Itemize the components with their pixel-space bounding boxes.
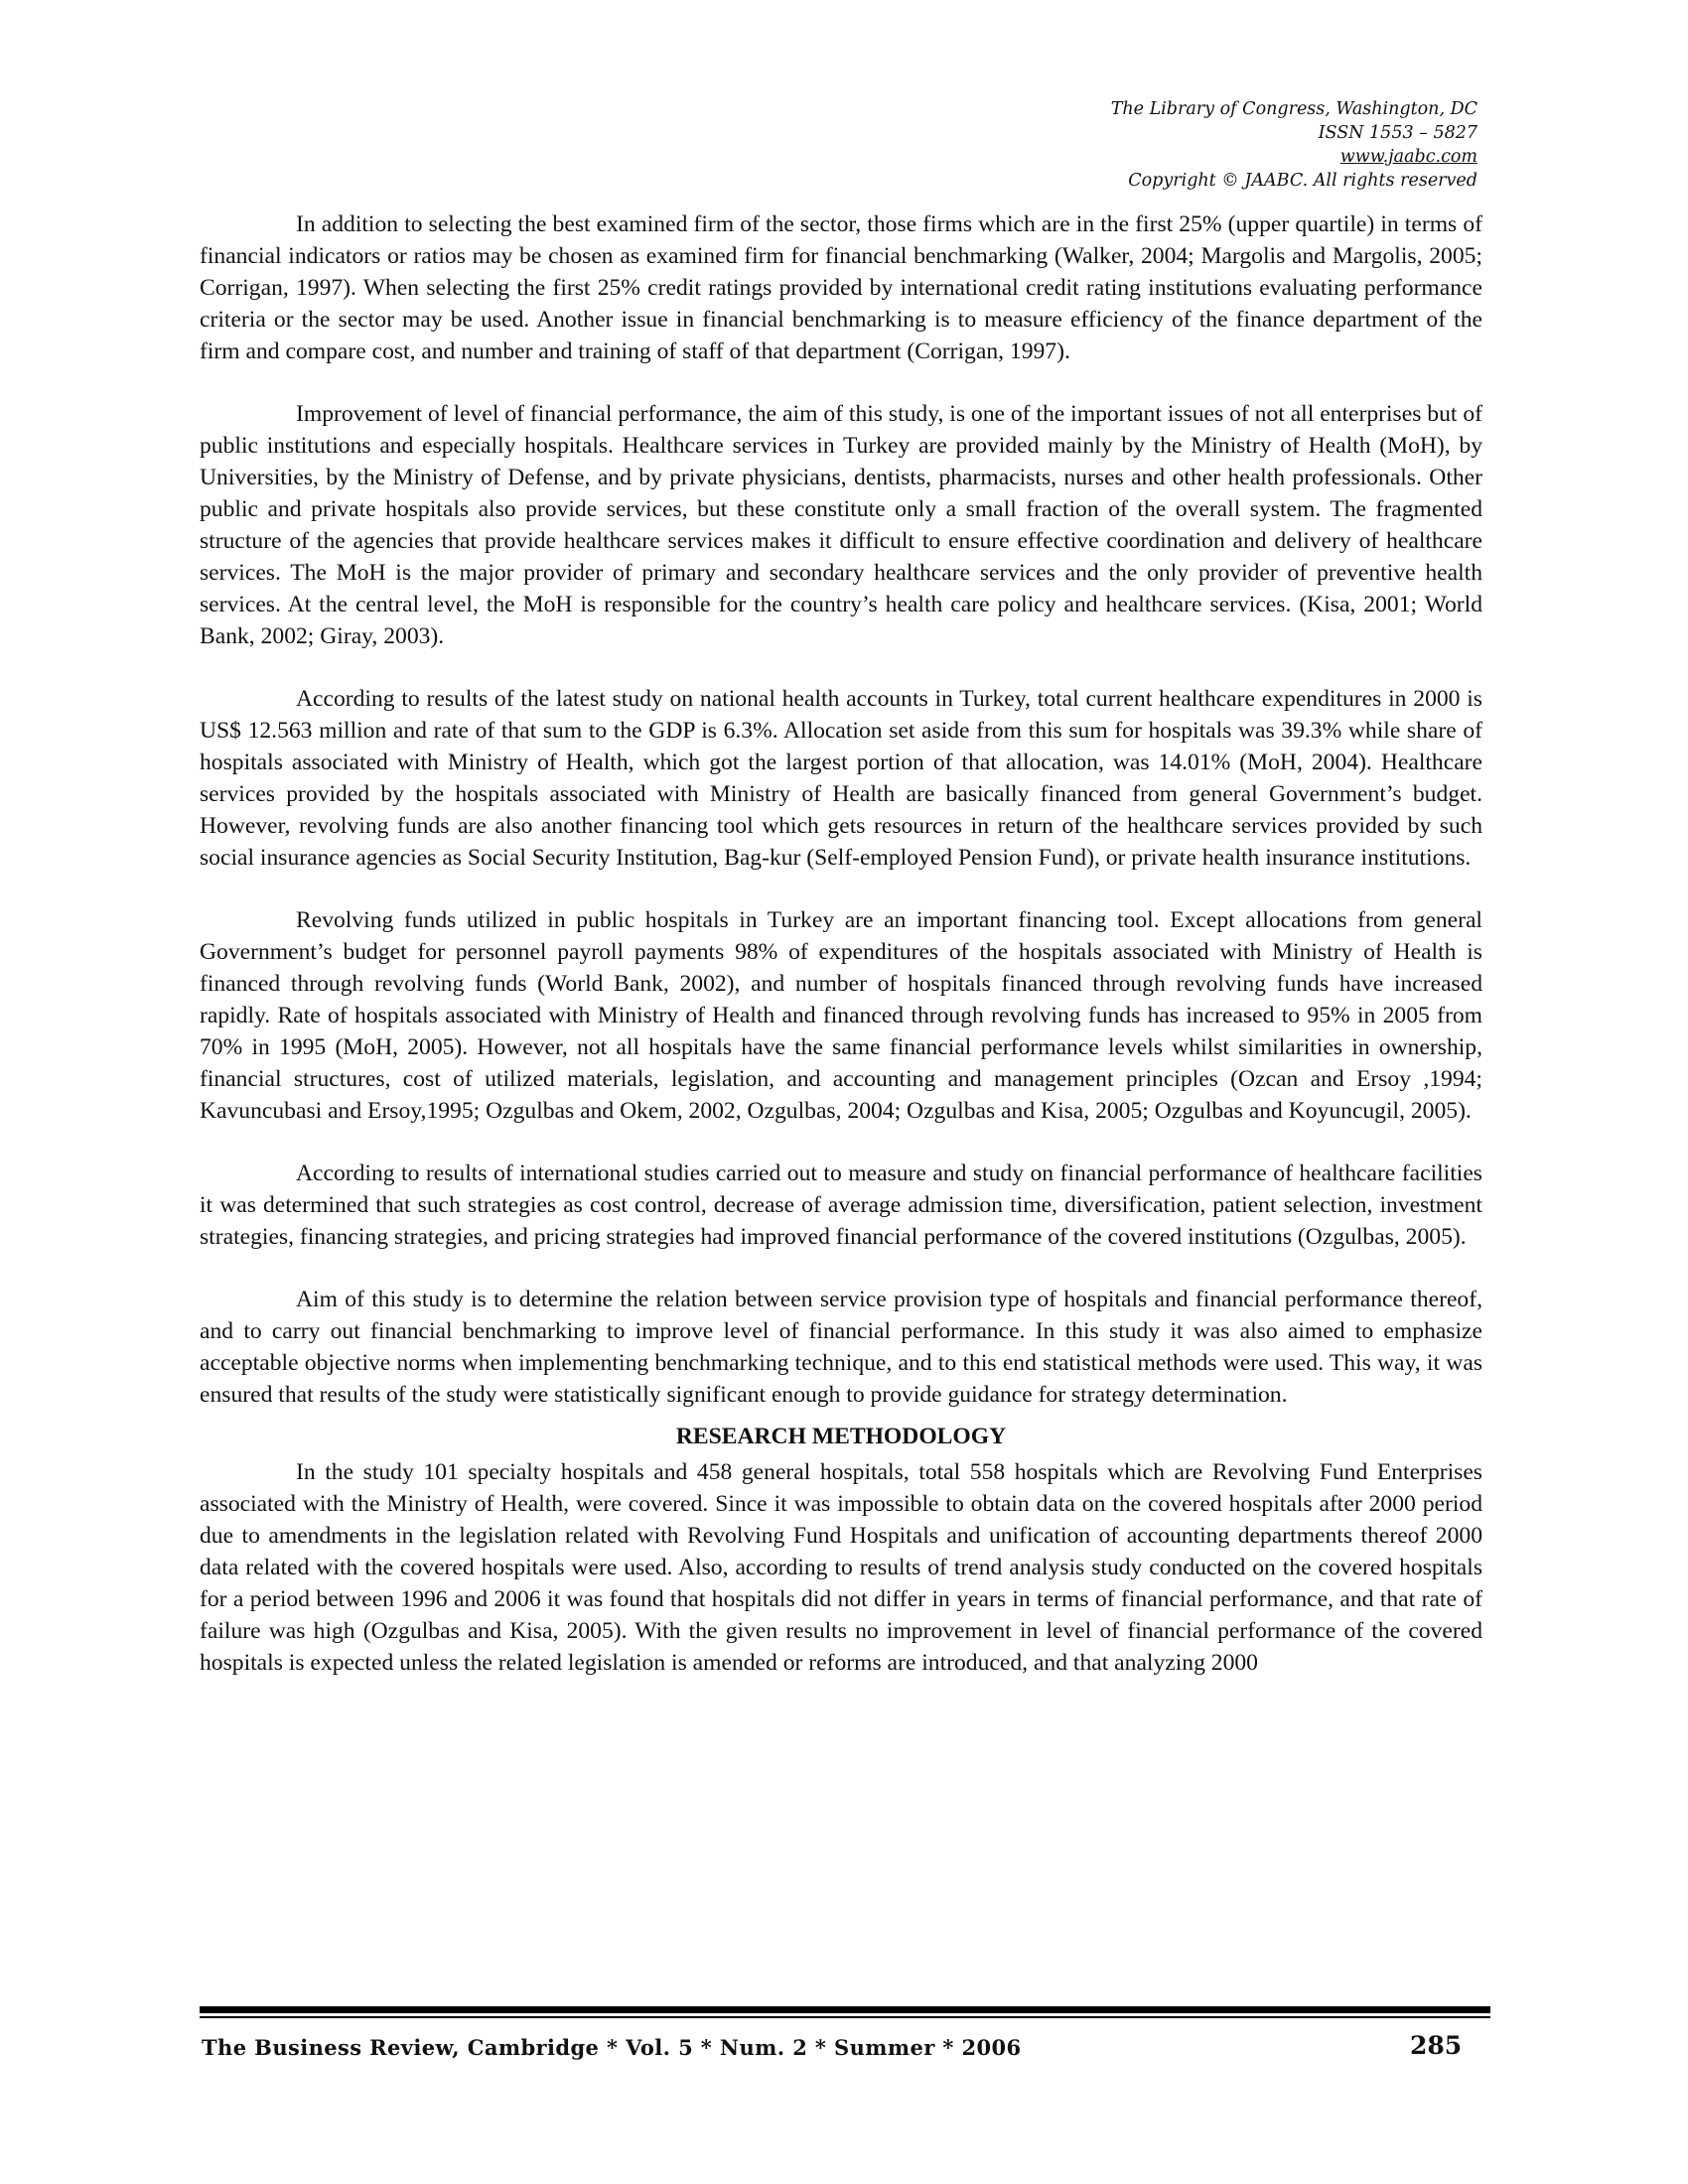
page-header [1111, 97, 1477, 193]
body-paragraph-6: Aim of this study is to determine the relation between service provision type of hospitals and financial performance thereof, and to carry out financial benchmarking to improve level of financial performance. In this study it was also aimed to emphasize acceptable objective norms when implementing benchmarking technique, and to this end statistical methods were used. This way, it was ensured that results of the study were statistically significant enough to provide guidance for strategy determination. [200, 1287, 1482, 1408]
header-issn-line: ISSN 1553 – 5827 [1318, 123, 1477, 143]
header-website-link[interactable]: www.jaabc.com [1339, 147, 1477, 167]
footer-divider-thick [200, 2006, 1490, 2013]
header-copyright-line: Copyright © JAABC. All rights reserved [1128, 171, 1477, 191]
body-paragraph-2: Improvement of level of financial performance, the aim of this study, is one of the important issues of not all enterprises but of public institutions and especially hospitals. Healthcare services in Turkey are provided mainly by the Ministry of Health (MoH), by Universities, by the Ministry of Defense, and by private physicians, dentists, pharmacists, nurses and other health professionals. Other public and private hospitals also provide services, but these constitute only a small fraction of the overall system. The fragmented structure of the agencies that provide healthcare services makes it difficult to ensure effective coordination and delivery of healthcare services. The MoH is the major provider of primary and secondary healthcare services and the only provider of preventive health services. At the central level, the MoH is responsible for the country’s health care policy and healthcare services. (Kisa, 2001; World Bank, 2002; Giray, 2003). [200, 401, 1482, 649]
body-paragraph-5: According to results of international studies carried out to measure and study on financial performance of healthcare facilities it was determined that such strategies as cost control, decrease of average admission time, diversification, patient selection, investment strategies, financing strategies, and pricing strategies had improved financial performance of the covered institutions (Ozgulbas, 2005). [200, 1160, 1482, 1250]
body-paragraph-1: In addition to selecting the best examined firm of the sector, those firms which are in the first 25% (upper quartile) in terms of financial indicators or ratios may be chosen as examined firm for financial benchmarking (Walker, 2004; Margolis and Margolis, 2005; Corrigan, 1997). When selecting the first 25% credit ratings provided by international credit rating institutions evaluating performance criteria or the sector may be used. Another issue in financial benchmarking is to measure efficiency of the finance department of the firm and compare cost, and number and training of staff of that department (Corrigan, 1997). [200, 211, 1482, 364]
header-library-line: The Library of Congress, Washington, DC [1110, 99, 1477, 119]
body-paragraph-7: In the study 101 specialty hospitals and 458 general hospitals, total 558 hospitals which are Revolving Fund Enterprises associated with the Ministry of Health, were covered. Since it was impossible to obtain data on the covered hospitals after 2000 period due to amendments in the legislation related with Revolving Fund Hospitals and unification of accounting departments thereof 2000 data related with the covered hospitals were used. Also, according to results of trend analysis study conducted on the covered hospitals for a period between 1996 and 2006 it was found that hospitals did not differ in years in terms of financial performance, and that rate of failure was high (Ozgulbas and Kisa, 2005). With the given results no improvement in level of financial performance of the covered hospitals is expected unless the related legislation is amended or reforms are introduced, and that analyzing 2000 [200, 1459, 1482, 1676]
section-heading-research-methodology: RESEARCH METHODOLOGY [675, 1424, 1007, 1449]
footer-divider-thin [200, 2016, 1490, 2018]
body-paragraph-4: Revolving funds utilized in public hospitals in Turkey are an important financing tool. Except allocations from general Government’s budget for personnel payroll payments 98% of expenditures of the hospitals associated with Ministry of Health is financed through revolving funds (World Bank, 2002), and number of hospitals financed through revolving funds have increased rapidly. Rate of hospitals associated with Ministry of Health and financed through revolving funds has increased to 95% in 2005 from 70% in 1995 (MoH, 2005). However, not all hospitals have the same financial performance levels whilst similarities in ownership, financial structures, cost of utilized materials, legislation, and accounting and management principles (Ozcan and Ersoy ,1994; Kavuncubasi and Ersoy,1995; Ozgulbas and Okem, 2002, Ozgulbas, 2004; Ozgulbas and Kisa, 2005; Ozgulbas and Koyuncugil, 2005). [200, 907, 1482, 1124]
article-body [200, 208, 1482, 1679]
footer-journal-citation: The Business Review, Cambridge * Vol. 5 * Num. 2 * Summer * 2006 [202, 2035, 1022, 2060]
body-paragraph-3: According to results of the latest study on national health accounts in Turkey, total current healthcare expenditures in 2000 is US$ 12.563 million and rate of that sum to the GDP is 6.3%. Allocation set aside from this sum for hospitals was 39.3% while share of hospitals associated with Ministry of Health, which got the largest portion of that allocation, was 14.01% (MoH, 2004). Healthcare services provided by the hospitals associated with Ministry of Health are basically financed from general Government’s budget. However, revolving funds are also another financing tool which gets resources in return of the healthcare services provided by such social insurance agencies as Social Security Institution, Bag-kur (Self-employed Pension Fund), or private health insurance institutions. [200, 686, 1482, 871]
footer-page-number: 285 [1410, 2031, 1463, 2060]
